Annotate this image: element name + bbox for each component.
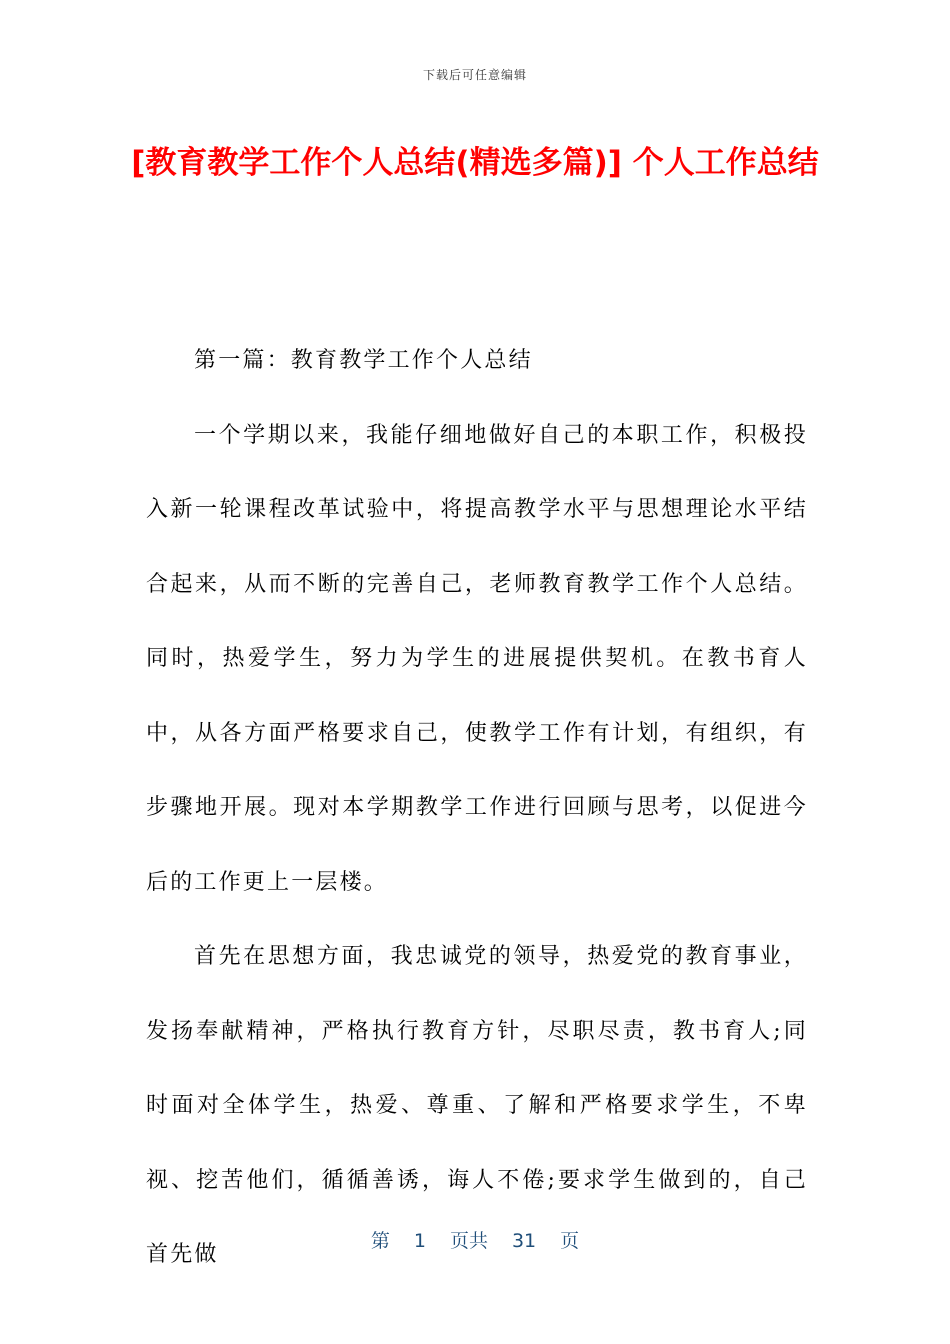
footer-middle: 页共 <box>449 1230 488 1252</box>
section-heading: 第一篇：教育教学工作个人总结 <box>194 348 533 373</box>
footer-current-page: 1 <box>413 1230 426 1252</box>
document-body <box>146 324 808 1293</box>
footer-suffix: 页 <box>560 1230 580 1252</box>
paragraph: 一个学期以来，我能仔细地做好自己的本职工作，积极投入新一轮课程改革试验中，将提高教学水平与思想理论水平结合起来，从而不断的完善自己，老师教育教学工作个人总结。同时，热爱学生，努力为学生的进展提供契机。在教书育人中，从各方面严格要求自己，使教学工作有计划，有组织，有步骤地开展。现对本学期教学工作进行回顾与思考，以促进今后的工作更上一层楼。 <box>146 422 808 895</box>
footer-total-pages: 31 <box>511 1230 537 1252</box>
header-note: 下载后可任意编辑 <box>422 68 527 82</box>
paragraph: 首先在思想方面，我忠诚党的领导，热爱党的教育事业，发扬奉献精神，严格执行教育方针，尽职尽责，教书育人;同时面对全体学生，热爱、尊重、了解和严格要求学生，不卑视、挖苦他们，循循善诱，诲人不倦;要求学生做到的，自己首先做 <box>146 944 808 1267</box>
page-footer <box>0 1226 950 1253</box>
document-title: [教育教学工作个人总结(精选多篇)] 个人工作总结 <box>131 145 819 181</box>
footer-prefix: 第 <box>370 1230 390 1252</box>
